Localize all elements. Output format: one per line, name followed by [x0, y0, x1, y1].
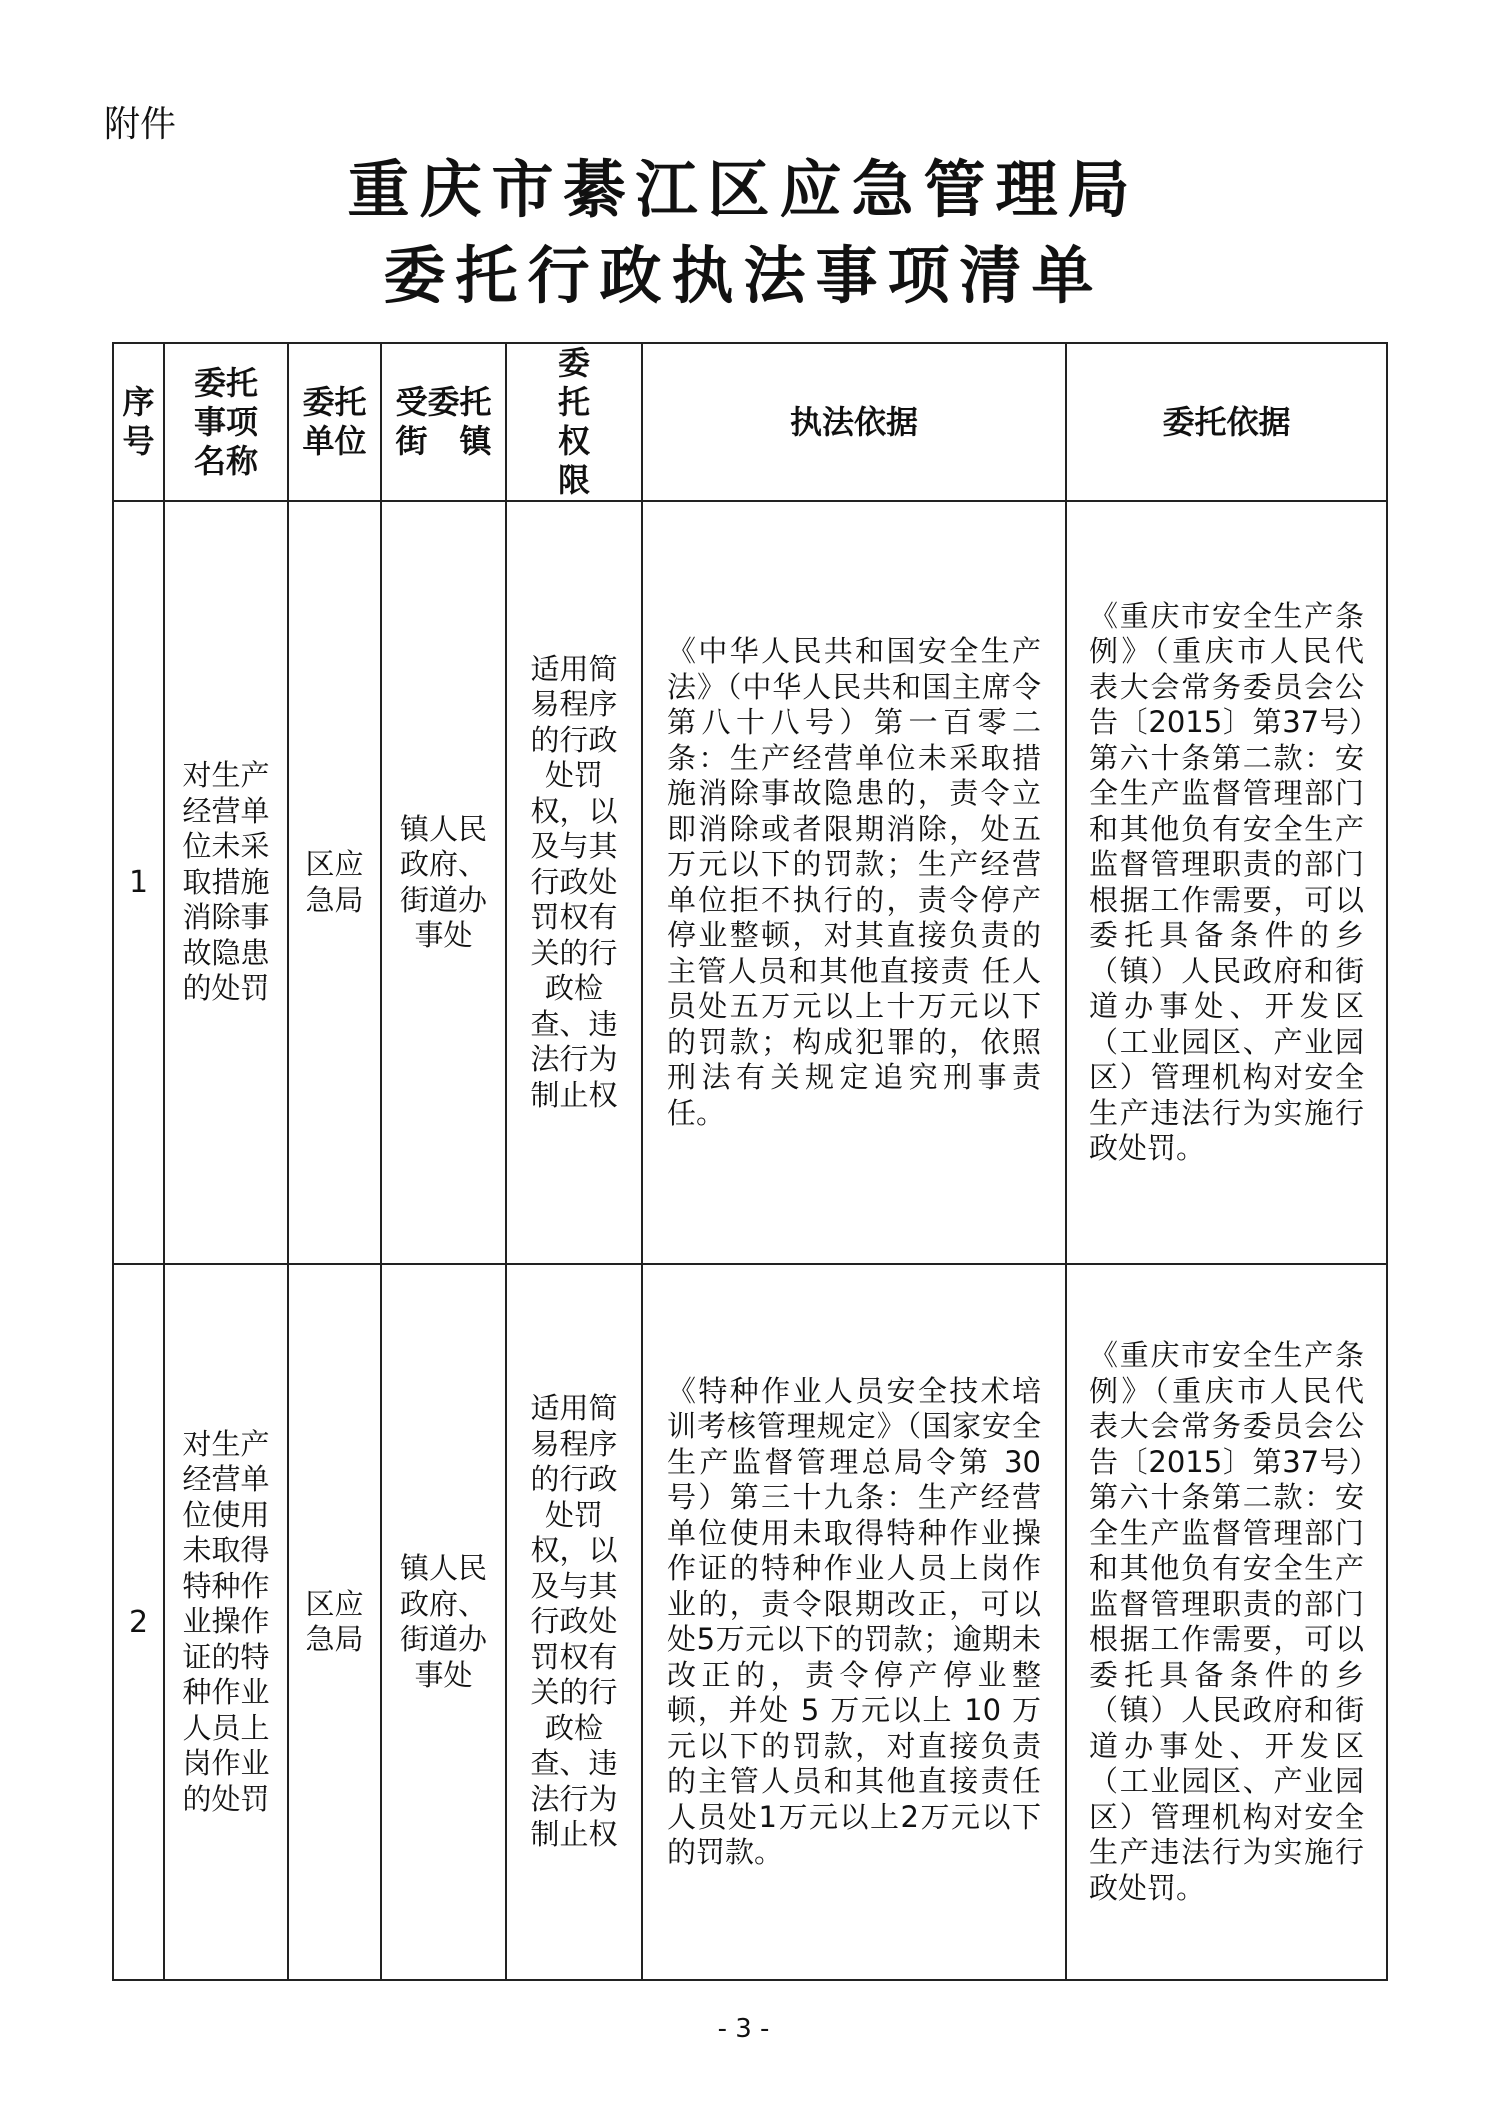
attachment-label: 附件: [104, 104, 177, 145]
row-town: 镇人民政府、街道办事处: [381, 1264, 506, 1980]
row-seq: 2: [113, 1264, 164, 1980]
header-law-basis: 执法依据: [642, 343, 1066, 501]
header-entrust-basis: 委托依据: [1066, 343, 1387, 501]
header-unit: 委托单位: [288, 343, 381, 501]
row-law-basis: 《特种作业人员安全技术培训考核管理规定》（国家安全生产监督管理总局令第 30 号）第三十九条：生产经营单位使用未取得特种作业操作证的特种作业人员上岗作业的，责令限期改正，可以处5万元以下的罚款；逾期未改正的，责令停产停业整顿，并处 5 万元以上 10 万元以下的罚款，对直接负责的主管人员和其他直接责任人员处1万元以上2万元以下的罚款。: [642, 1264, 1066, 1980]
header-town: 受委托街 镇: [381, 343, 506, 501]
row-town: 镇人民政府、街道办事处: [381, 501, 506, 1264]
row-authority: 适用简易程序的行政处罚权，以及与其行政处罚权有关的行政检查、违法行为制止权: [506, 1264, 642, 1980]
row-seq: 1: [113, 501, 164, 1264]
items-table: [112, 342, 1388, 1981]
row-law-basis: 《中华人民共和国安全生产法》（中华人民共和国主席令第八十八号）第一百零二条：生产经营单位未采取措施消除事故隐患的，责令立即消除或者限期消除，处五万元以下的罚款；生产经营单位拒不执行的，责令停产停业整顿，对其直接负责的主管人员和其他直接责 任人员处五万元以上十万元以下的罚款；构成犯罪的，依照刑法有关规定追究刑事责任。: [642, 501, 1066, 1264]
header-seq: 序号: [113, 343, 164, 501]
table-row: [113, 1264, 1387, 1980]
row-unit: 区应急局: [288, 1264, 381, 1980]
document-title-line1: 重庆市綦江区应急管理局: [347, 153, 1140, 226]
page-number: - 3 -: [717, 2014, 770, 2044]
row-item-name: 对生产经营单位未采取措施消除事故隐患的处罚: [164, 501, 288, 1264]
header-item-name: 委托事项名称: [164, 343, 288, 501]
table-header-row: [113, 343, 1387, 501]
header-authority: 委托权限: [506, 343, 642, 501]
row-authority: 适用简易程序的行政处罚权，以及与其行政处罚权有关的行政检查、违法行为制止权: [506, 501, 642, 1264]
document-title-line2: 委托行政执法事项清单: [383, 239, 1104, 312]
row-item-name: 对生产经营单位使用未取得特种作业操作证的特种作业人员上岗作业的处罚: [164, 1264, 288, 1980]
table-row: [113, 501, 1387, 1264]
row-entrust-basis: 《重庆市安全生产条例》（重庆市人民代表大会常务委员会公告〔2015〕第37号）第六十条第二款：安全生产监督管理部门和其他负有安全生产监督管理职责的部门根据工作需要，可以委托具备条件的乡（镇）人民政府和街道办事处、开发区（工业园区、产业园区）管理机构对安全生产违法行为实施行政处罚。: [1066, 1264, 1387, 1980]
row-entrust-basis: 《重庆市安全生产条例》（重庆市人民代表大会常务委员会公告〔2015〕第37号）第六十条第二款：安全生产监督管理部门和其他负有安全生产监督管理职责的部门根据工作需要，可以委托具备条件的乡（镇）人民政府和街道办事处、开发区（工业园区、产业园区）管理机构对安全生产违法行为实施行政处罚。: [1066, 501, 1387, 1264]
row-unit: 区应急局: [288, 501, 381, 1264]
